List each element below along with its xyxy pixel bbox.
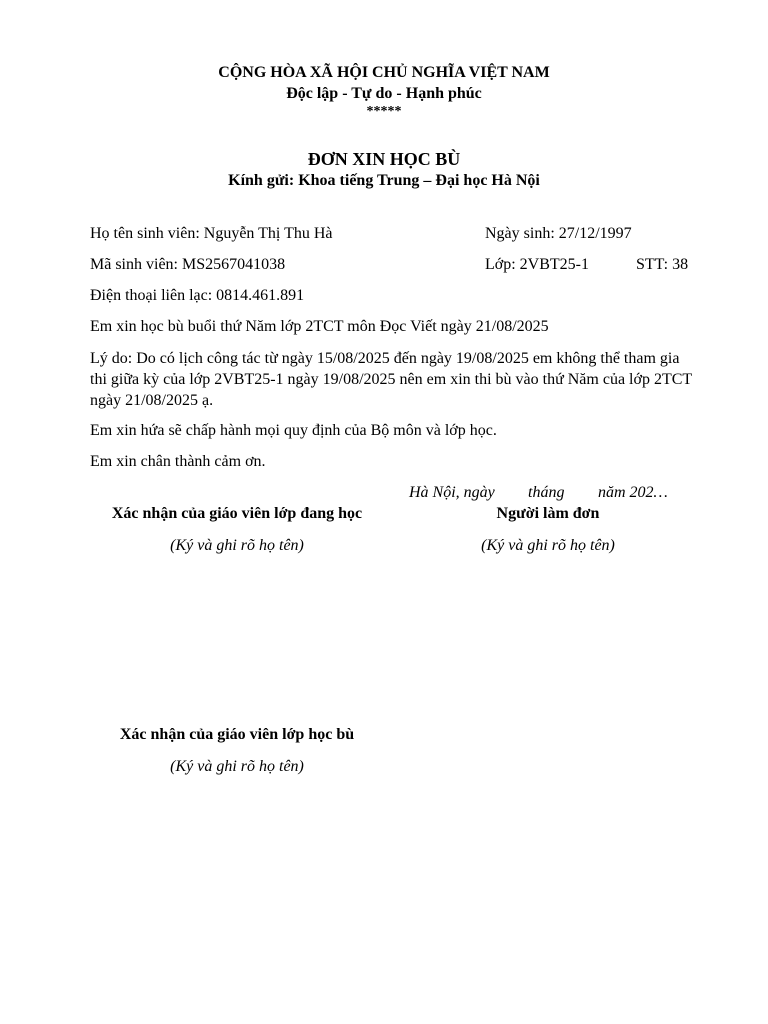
thanks-paragraph: Em xin chân thành cảm ơn. [90,453,266,470]
makeup-teacher-signature-heading: Xác nhận của giáo viên lớp học bù [119,726,355,743]
date-month: tháng [528,484,565,501]
header-divider-stars: ***** [366,104,402,119]
student-stt-field: STT: 38 [636,256,689,273]
recipient-line: Kính gửi: Khoa tiếng Trung – Đại học Hà Nội [228,172,540,189]
current-teacher-signature-note: (Ký và ghi rõ họ tên) [170,537,304,554]
request-paragraph: Em xin học bù buổi thứ Năm lớp 2TCT môn Đọc Viết ngày 21/08/2025 [90,318,549,335]
reason-paragraph: Lý do: Do có lịch công tác từ ngày 15/08/2025 đến ngày 19/08/2025 em không thể tham gia thi giữa kỳ của lớp 2VBT25-1 ngày 19/08/2025 nên em xin thi bù vào thứ Năm của lớp 2TCT ngày 21/08/2025 ạ. [90,350,692,409]
current-teacher-signature-heading: Xác nhận của giáo viên lớp đang học [111,505,363,522]
national-header: CỘNG HÒA XÃ HỘI CHỦ NGHĨA VIỆT NAM [218,64,550,81]
student-phone-field: Điện thoại liên lạc: 0814.461.891 [90,287,305,304]
student-id-field: Mã sinh viên: MS2567041038 [90,256,286,273]
student-class-field: Lớp: 2VBT25-1 [485,256,590,273]
applicant-signature-heading: Người làm đơn [496,505,600,522]
date-year: năm 202… [598,484,668,501]
national-motto: Độc lập - Tự do - Hạnh phúc [286,85,482,102]
student-dob-field: Ngày sinh: 27/12/1997 [485,225,632,242]
promise-paragraph: Em xin hứa sẽ chấp hành mọi quy định của Bộ môn và lớp học. [90,422,497,439]
date-place: Hà Nội, ngày [409,484,495,501]
applicant-signature-note: (Ký và ghi rõ họ tên) [481,537,615,554]
makeup-teacher-signature-note: (Ký và ghi rõ họ tên) [170,758,304,775]
document-title: ĐƠN XIN HỌC BÙ [307,149,461,169]
student-name-field: Họ tên sinh viên: Nguyễn Thị Thu Hà [90,225,333,242]
